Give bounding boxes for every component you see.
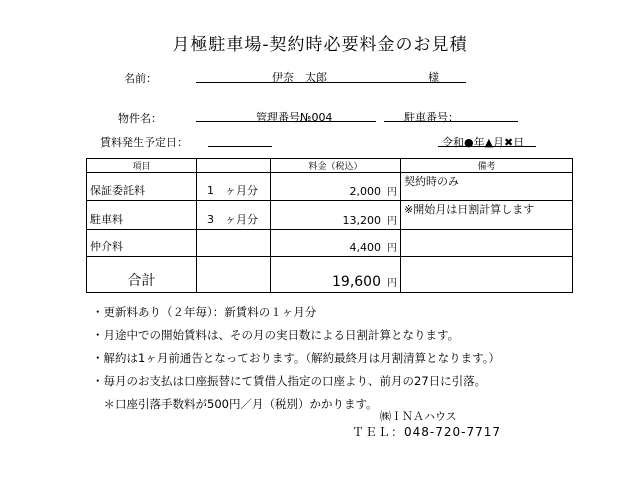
total-row — [87, 257, 573, 293]
name-underline — [196, 82, 466, 83]
notes-list — [92, 301, 500, 416]
table-row — [87, 201, 573, 230]
total-amount: 19,600 — [332, 274, 381, 290]
yen-unit: 円 — [387, 187, 397, 198]
rent-start-underline — [208, 146, 272, 147]
row-qty: 1 ヶ月分 — [197, 173, 271, 201]
row-remarks: ※開始月は日割計算します — [401, 201, 573, 230]
header-item: 項目 — [87, 159, 197, 173]
property-value: 管理番号№004 — [256, 111, 333, 124]
total-amount-cell — [271, 257, 401, 293]
table-header-row — [87, 159, 573, 173]
row-item: 駐車料 — [87, 201, 197, 230]
date-underline — [438, 146, 536, 147]
note-item: ・月途中での開始賃料は、その月の実日数による日割計算となります。 — [92, 328, 460, 342]
yen-unit: 円 — [387, 243, 397, 254]
row-amount: 2,000 — [349, 185, 381, 198]
name-label: 名前： — [124, 72, 157, 85]
row-item: 保証委託料 — [87, 173, 197, 201]
total-qty — [197, 257, 271, 293]
yen-unit: 円 — [387, 216, 397, 227]
note-item: ＊口座引落手数料が500円／月（税別）かかります。 — [92, 397, 378, 411]
row-amount-cell — [271, 230, 401, 257]
total-yen-unit: 円 — [387, 278, 397, 289]
header-remarks: 備考 — [401, 159, 573, 173]
company-name: ㈱ＩＮＡハウス — [380, 410, 457, 423]
header-amount: 料金（税込） — [271, 159, 401, 173]
name-value: 伊奈 太郎 — [272, 71, 327, 84]
table-row — [87, 173, 573, 201]
total-label: 合計 — [87, 257, 197, 293]
header-qty — [197, 159, 271, 173]
row-amount: 13,200 — [342, 214, 381, 227]
parking-number-label: 駐車番号： — [404, 111, 459, 124]
quote-table — [86, 158, 573, 293]
company-tel: ＴＥＬ：048-720-7717 — [352, 425, 502, 439]
parking-number-underline — [384, 121, 518, 122]
table-row — [87, 230, 573, 257]
property-label: 物件名： — [118, 112, 162, 125]
total-remarks — [401, 257, 573, 293]
row-remarks: 契約時のみ — [401, 173, 573, 201]
row-item: 仲介料 — [87, 230, 197, 257]
row-qty — [197, 230, 271, 257]
row-qty: 3 ヶ月分 — [197, 201, 271, 230]
row-amount: 4,400 — [349, 241, 381, 254]
row-amount-cell — [271, 201, 401, 230]
note-item: ・毎月のお支払は口座振替にて賃借人指定の口座より、前月の27日に引落。 — [92, 374, 487, 388]
note-item: ・解約は1ヶ月前通告となっております。（解約最終月は月割清算となります。） — [92, 351, 500, 365]
row-amount-cell — [271, 173, 401, 201]
honorific: 様 — [428, 71, 439, 84]
property-underline — [196, 121, 376, 122]
rent-start-label: 賃料発生予定日： — [100, 136, 188, 149]
note-item: ・更新料あり（２年毎）：新賃料の１ヶ月分 — [92, 305, 317, 319]
contract-date: 令和●年▲月✖日 — [442, 136, 525, 149]
document-title: 月極駐車場-契約時必要料金のお見積 — [172, 35, 468, 55]
row-remarks — [401, 230, 573, 257]
